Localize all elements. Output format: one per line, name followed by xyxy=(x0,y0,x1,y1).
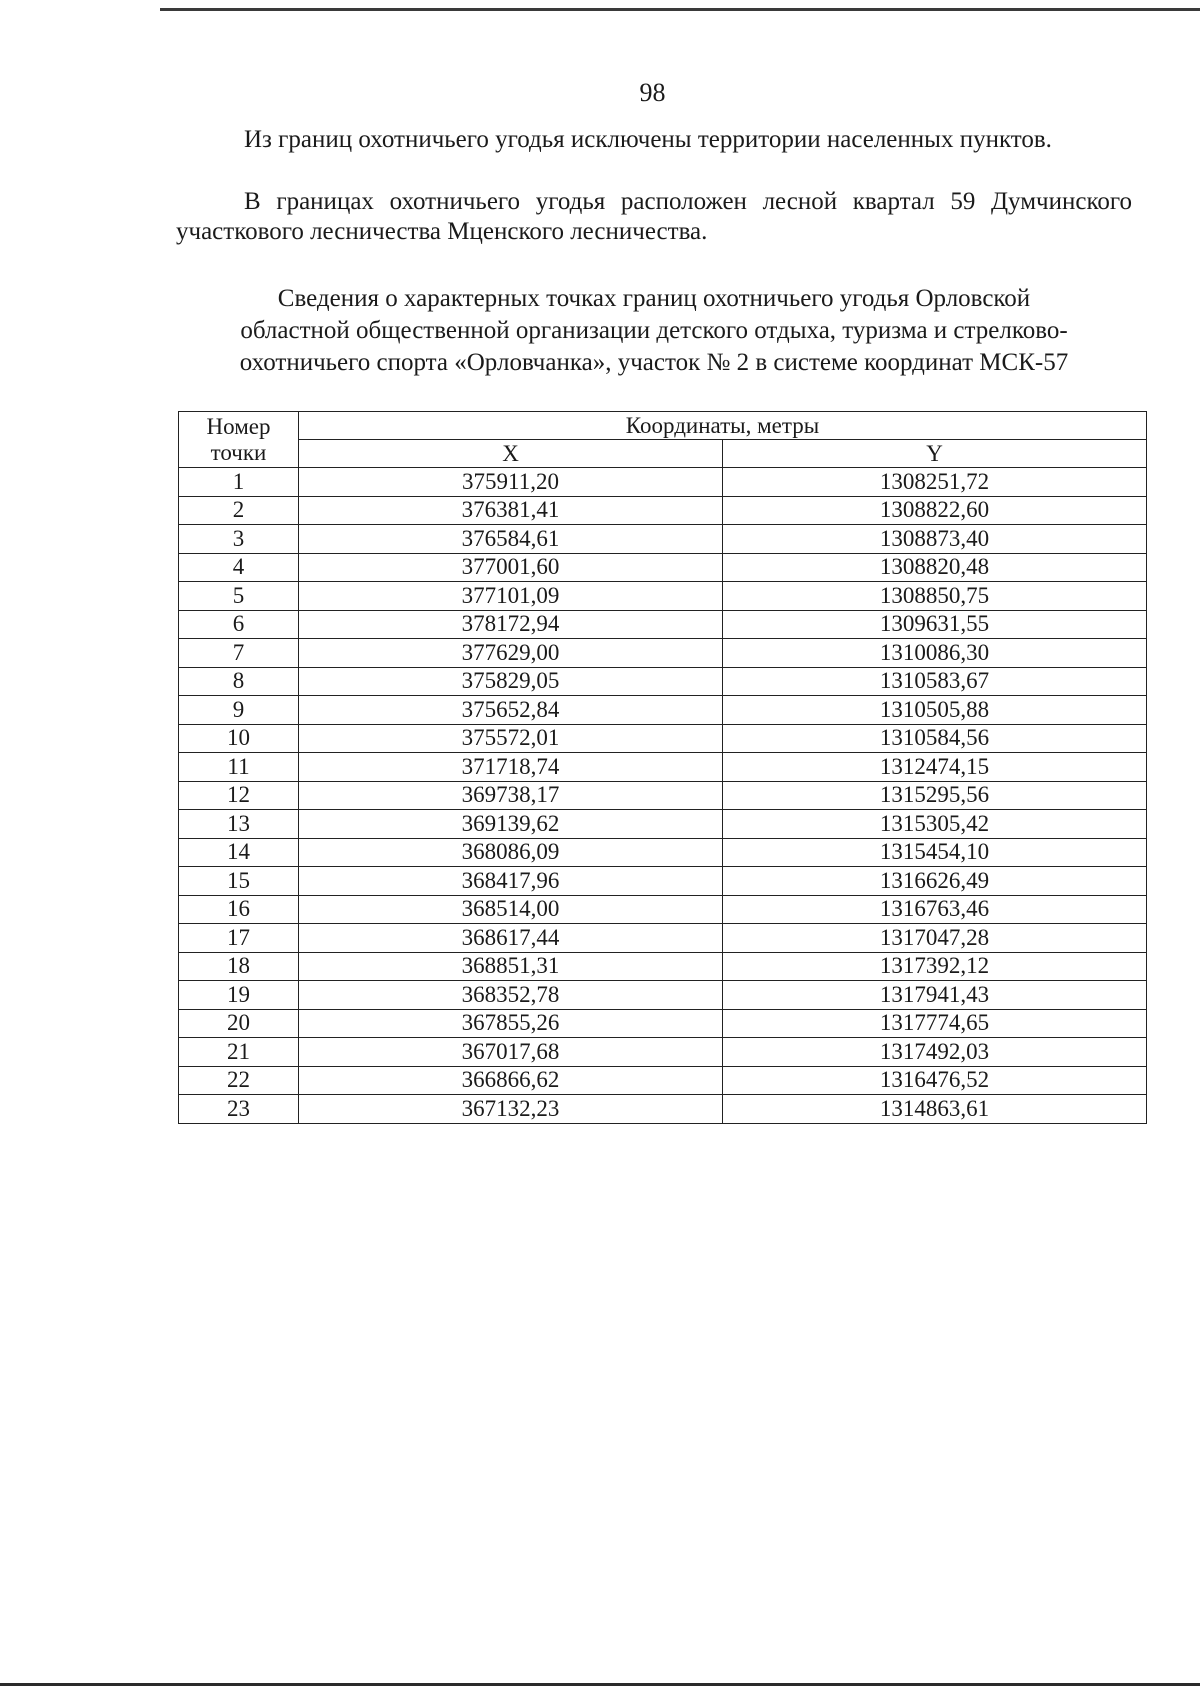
cell-x: 368514,00 xyxy=(299,895,723,924)
table-row xyxy=(179,525,1147,554)
cell-y: 1317047,28 xyxy=(723,924,1147,953)
cell-x: 366866,62 xyxy=(299,1066,723,1095)
table-row xyxy=(179,838,1147,867)
coordinates-table xyxy=(178,411,1147,1124)
cell-y: 1310584,56 xyxy=(723,724,1147,753)
table-row xyxy=(179,753,1147,782)
cell-point-number: 15 xyxy=(179,867,299,896)
cell-x: 368851,31 xyxy=(299,952,723,981)
table-row xyxy=(179,724,1147,753)
paragraph-excluded-territories: Из границ охотничьего угодья исключены территории населенных пунктов. xyxy=(244,126,1052,153)
cell-x: 369738,17 xyxy=(299,781,723,810)
cell-y: 1315454,10 xyxy=(723,838,1147,867)
cell-x: 378172,94 xyxy=(299,610,723,639)
cell-y: 1317392,12 xyxy=(723,952,1147,981)
cell-x: 375911,20 xyxy=(299,468,723,497)
cell-point-number: 7 xyxy=(179,639,299,668)
cell-x: 368352,78 xyxy=(299,981,723,1010)
bottom-scan-edge-line xyxy=(0,1683,1200,1686)
cell-point-number: 16 xyxy=(179,895,299,924)
cell-y: 1310583,67 xyxy=(723,667,1147,696)
header-point-number: Номер точки xyxy=(179,412,299,468)
cell-point-number: 12 xyxy=(179,781,299,810)
cell-x: 376584,61 xyxy=(299,525,723,554)
cell-point-number: 20 xyxy=(179,1009,299,1038)
cell-x: 375652,84 xyxy=(299,696,723,725)
cell-point-number: 9 xyxy=(179,696,299,725)
table-heading-line-2: областной общественной организации детского отдыха, туризма и стрелково- xyxy=(240,317,1068,344)
cell-y: 1308850,75 xyxy=(723,582,1147,611)
cell-y: 1310505,88 xyxy=(723,696,1147,725)
cell-point-number: 23 xyxy=(179,1095,299,1124)
cell-x: 375572,01 xyxy=(299,724,723,753)
header-y: Y xyxy=(723,440,1147,468)
cell-y: 1314863,61 xyxy=(723,1095,1147,1124)
cell-x: 367855,26 xyxy=(299,1009,723,1038)
table-row xyxy=(179,582,1147,611)
table-row xyxy=(179,867,1147,896)
cell-point-number: 5 xyxy=(179,582,299,611)
cell-point-number: 6 xyxy=(179,610,299,639)
cell-point-number: 13 xyxy=(179,810,299,839)
cell-x: 376381,41 xyxy=(299,496,723,525)
table-row xyxy=(179,924,1147,953)
table-row xyxy=(179,952,1147,981)
cell-y: 1317492,03 xyxy=(723,1038,1147,1067)
cell-x: 375829,05 xyxy=(299,667,723,696)
table-heading-line-1: Сведения о характерных точках границ охотничьего угодья Орловской xyxy=(277,285,1031,312)
table-row xyxy=(179,696,1147,725)
table-row xyxy=(179,1095,1147,1124)
table-row xyxy=(179,981,1147,1010)
table-row xyxy=(179,810,1147,839)
cell-x: 369139,62 xyxy=(299,810,723,839)
cell-point-number: 14 xyxy=(179,838,299,867)
table-heading xyxy=(176,283,1132,379)
cell-y: 1308873,40 xyxy=(723,525,1147,554)
cell-point-number: 22 xyxy=(179,1066,299,1095)
cell-x: 368617,44 xyxy=(299,924,723,953)
table-row xyxy=(179,667,1147,696)
cell-point-number: 10 xyxy=(179,724,299,753)
cell-y: 1317941,43 xyxy=(723,981,1147,1010)
cell-x: 368086,09 xyxy=(299,838,723,867)
cell-y: 1308820,48 xyxy=(723,553,1147,582)
cell-x: 368417,96 xyxy=(299,867,723,896)
table-row xyxy=(179,895,1147,924)
paragraph-forest-quarter: В границах охотничьего угодья расположен лесной квартал 59 Думчинского участкового лесничества Мценского лесничества. xyxy=(176,188,1132,245)
cell-x: 377101,09 xyxy=(299,582,723,611)
cell-point-number: 3 xyxy=(179,525,299,554)
cell-point-number: 8 xyxy=(179,667,299,696)
cell-y: 1309631,55 xyxy=(723,610,1147,639)
cell-point-number: 2 xyxy=(179,496,299,525)
table-row xyxy=(179,1038,1147,1067)
cell-x: 367017,68 xyxy=(299,1038,723,1067)
cell-point-number: 21 xyxy=(179,1038,299,1067)
cell-x: 377629,00 xyxy=(299,639,723,668)
cell-point-number: 4 xyxy=(179,553,299,582)
table-row xyxy=(179,1009,1147,1038)
cell-y: 1316476,52 xyxy=(723,1066,1147,1095)
cell-y: 1312474,15 xyxy=(723,753,1147,782)
cell-y: 1310086,30 xyxy=(723,639,1147,668)
cell-y: 1316763,46 xyxy=(723,895,1147,924)
cell-y: 1317774,65 xyxy=(723,1009,1147,1038)
table-heading-line-3: охотничьего спорта «Орловчанка», участок № 2 в системе координат МСК-57 xyxy=(239,349,1069,376)
cell-y: 1316626,49 xyxy=(723,867,1147,896)
top-scan-edge-line xyxy=(160,8,1200,11)
cell-point-number: 19 xyxy=(179,981,299,1010)
cell-point-number: 17 xyxy=(179,924,299,953)
cell-y: 1315295,56 xyxy=(723,781,1147,810)
cell-point-number: 18 xyxy=(179,952,299,981)
page-number: 98 xyxy=(639,78,666,107)
cell-x: 371718,74 xyxy=(299,753,723,782)
cell-y: 1308251,72 xyxy=(723,468,1147,497)
cell-point-number: 1 xyxy=(179,468,299,497)
table-row xyxy=(179,1066,1147,1095)
cell-x: 377001,60 xyxy=(299,553,723,582)
table-row xyxy=(179,639,1147,668)
cell-y: 1315305,42 xyxy=(723,810,1147,839)
cell-y: 1308822,60 xyxy=(723,496,1147,525)
cell-x: 367132,23 xyxy=(299,1095,723,1124)
table-row xyxy=(179,496,1147,525)
cell-point-number: 11 xyxy=(179,753,299,782)
table-row xyxy=(179,468,1147,497)
table-body xyxy=(179,468,1147,1124)
header-coordinates: Координаты, метры xyxy=(299,412,1147,440)
table-row xyxy=(179,553,1147,582)
header-x: X xyxy=(299,440,723,468)
table-row xyxy=(179,781,1147,810)
table-row xyxy=(179,610,1147,639)
